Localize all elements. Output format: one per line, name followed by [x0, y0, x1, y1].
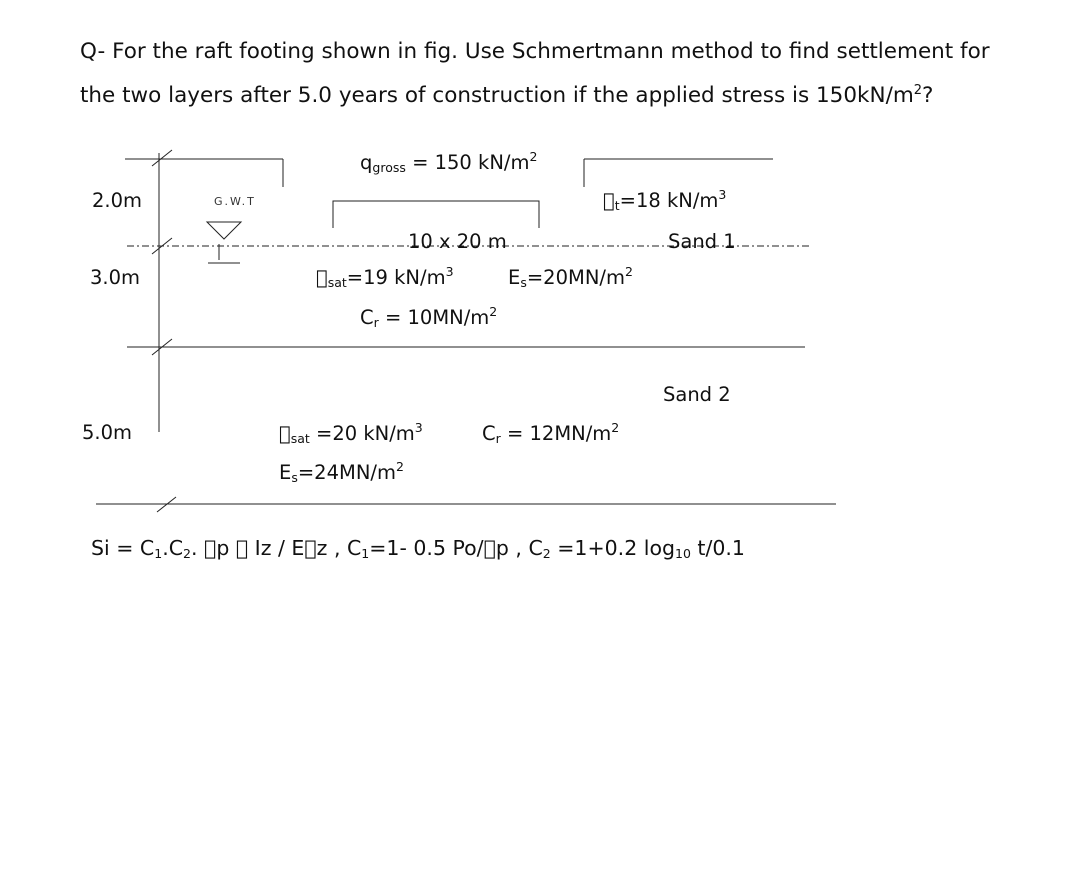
footing-size-label: 10 x 20 m — [408, 230, 507, 253]
gwt-label: G.W.T — [214, 195, 256, 208]
depth-label-2: 3.0m — [90, 266, 141, 289]
sand-2-label: Sand 2 — [663, 383, 731, 406]
layer2-es: $E_s=24MN/m^2$ — [279, 459, 404, 485]
layer2-gamma-sat: $ _{sat} =20$ $kN/m^3$ — [279, 420, 423, 446]
depth-tick-top — [152, 150, 172, 166]
depth-label-1: 2.0m — [92, 189, 143, 212]
raft-footing — [333, 201, 539, 228]
layer1-gamma-sat: $ _{sat}=19$ $kN/m^3$ — [316, 264, 454, 290]
layer1-es: $E_s=20MN/m^2$ — [508, 264, 633, 290]
depth-label-3: 5.0m — [82, 421, 133, 444]
applied-stress-label: $q_{gross} = 150$ $kN/m^2$ — [360, 149, 538, 175]
water-table-triangle-icon — [207, 222, 241, 239]
sand-1-label: Sand 1 — [668, 230, 736, 253]
schmertmann-formula: $Si = C_1.C_2$.  p   Iz / E z , $C_1=1-$ 0.5 Po/ p , $C_2 =1+0.2$ $\log_{10} t/0.1$ — [91, 536, 745, 561]
question-line-2: the two layers after 5.0 years of construction if the applied stress is $150kN/m^2$? — [80, 83, 934, 109]
layer2-cr: $C_r = 12MN/m^2$ — [482, 420, 620, 446]
question-line-1: Q- For the raft footing shown in fig. Use Schmertmann method to find settlement for — [80, 39, 990, 64]
gamma-t-label: $ _t=18$ $kN/m^3$ — [603, 187, 727, 213]
layer1-cr: $C_r = 10MN/m^2$ — [360, 304, 498, 330]
